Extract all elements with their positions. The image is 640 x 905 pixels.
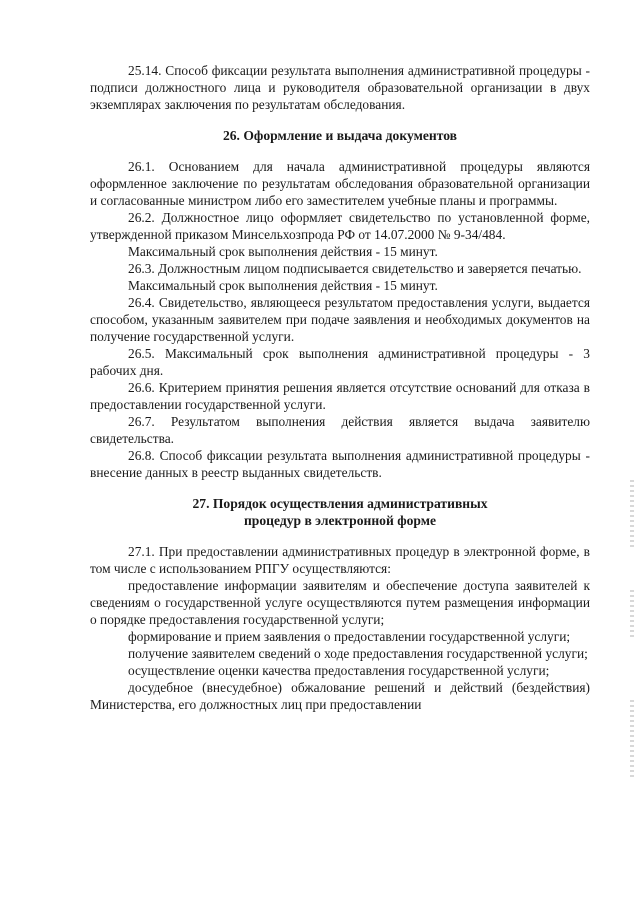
section-27-title-line2: процедур в электронной форме bbox=[243, 513, 437, 528]
spacer bbox=[90, 481, 590, 495]
paragraph-26-4: 26.4. Свидетельство, являющееся результатом предоставления услуги, выдается способом, указанным заявителем при подаче заявления и необходимых документов на получение государственной услуги. bbox=[90, 295, 590, 344]
paragraph-26-7: 26.7. Результатом выполнения действия является выдача заявителю свидетельства. bbox=[90, 414, 590, 446]
section-26-title: 26. Оформление и выдача документов bbox=[222, 128, 458, 143]
spacer bbox=[90, 529, 590, 543]
list-item-appeal: досудебное (внесудебное) обжалование решений и действий (бездействия) Министерства, его должностных лиц при предоставлении bbox=[90, 680, 590, 712]
paragraph-27-1: 27.1. При предоставлении административных процедур в электронной форме, в том числе с использованием РПГУ осуществляются: bbox=[90, 544, 590, 576]
document-page bbox=[90, 62, 590, 713]
list-item-info: предоставление информации заявителям и обеспечение доступа заявителей к сведениям о государственной услуге осуществляются путем размещения информации о порядке предоставления государственной услуги; bbox=[90, 578, 590, 627]
paragraph-26-3-term: Максимальный срок выполнения действия - 15 минут. bbox=[128, 278, 438, 293]
list-item-application: формирование и прием заявления о предоставлении государственной услуги; bbox=[128, 629, 571, 644]
section-27-title-line1: 27. Порядок осуществления административных bbox=[192, 496, 488, 511]
paragraph-25-14: 25.14. Способ фиксации результата выполнения административной процедуры - подписи должностного лица и руководителя образовательной организации в двух экземплярах заключения по результатам обследования. bbox=[90, 63, 590, 112]
scan-margin-mark bbox=[630, 590, 634, 640]
list-item-quality: осуществление оценки качества предоставления государственной услуги; bbox=[128, 663, 550, 678]
paragraph-26-3: 26.3. Должностным лицом подписывается свидетельство и заверяется печатью. bbox=[128, 261, 582, 276]
paragraph-26-6: 26.6. Критерием принятия решения является отсутствие оснований для отказа в предоставлении государственной услуги. bbox=[90, 380, 590, 412]
list-item-status: получение заявителем сведений о ходе предоставления государственной услуги; bbox=[128, 646, 588, 661]
scan-margin-mark bbox=[630, 480, 634, 550]
spacer bbox=[90, 113, 590, 127]
paragraph-26-2-term: Максимальный срок выполнения действия - 15 минут. bbox=[128, 244, 438, 259]
paragraph-26-1: 26.1. Основанием для начала административной процедуры являются оформленное заключение по результатам обследования образовательной организации и согласованные министром либо его заместителем учебные планы и программы. bbox=[90, 159, 590, 208]
scan-margin-mark bbox=[630, 700, 634, 780]
paragraph-26-5: 26.5. Максимальный срок выполнения административной процедуры - 3 рабочих дня. bbox=[90, 346, 590, 378]
paragraph-26-2: 26.2. Должностное лицо оформляет свидетельство по установленной форме, утвержденной приказом Минсельхозпрода РФ от 14.07.2000 № 9-34/484. bbox=[90, 210, 590, 242]
spacer bbox=[90, 144, 590, 158]
paragraph-26-8: 26.8. Способ фиксации результата выполнения административной процедуры - внесение данных в реестр выданных свидетельств. bbox=[90, 448, 590, 480]
